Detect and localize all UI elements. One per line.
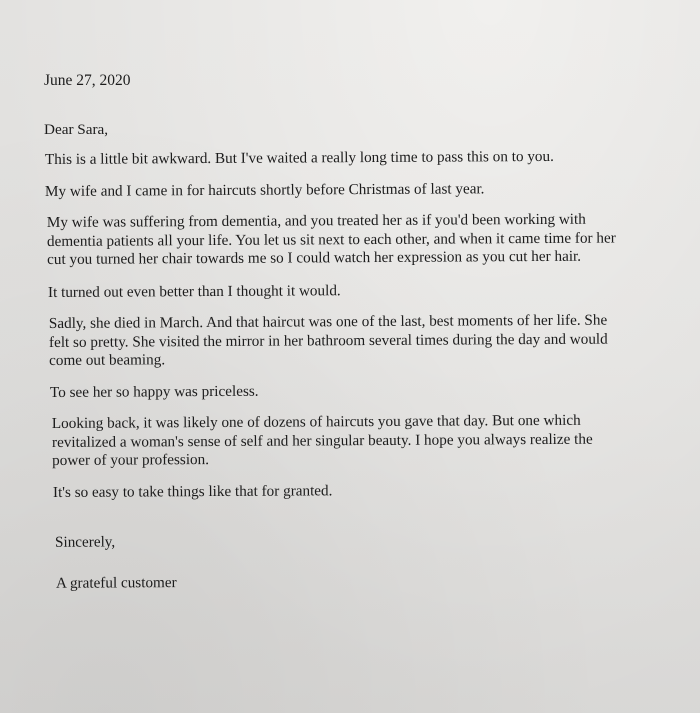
letter-paragraph: My wife and I came in for haircuts shortly before Christmas of last year. <box>44 179 485 200</box>
letter-paragraph: Looking back, it was likely one of dozens of haircuts you gave that day. But one which revitalized a woman's sense of self and her singular beauty. I hope you always realize the power of your profession. <box>51 411 593 469</box>
letter-paragraph: My wife was suffering from dementia, and you treated her as if you'd been working with dementia patients all your life. You let us sit next to each other, and when it came time for her cut you turned her chair towards me so I could watch her expression as you cut her hair. <box>46 210 616 268</box>
letter-body <box>44 72 644 591</box>
letter-paragraph: It's so easy to take things like that for granted. <box>52 481 333 501</box>
letter-paragraph: To see her so happy was priceless. <box>49 382 259 401</box>
letter-signature: A grateful customer <box>55 573 177 592</box>
letter-greeting: Dear Sara, <box>44 120 109 138</box>
letter-closing: Sincerely, <box>54 533 116 551</box>
letter-paragraph: Sadly, she died in March. And that haircut was one of the last, best moments of her life. She felt so pretty. She visited the mirror in her bathroom several times during the day and would come out beaming. <box>48 311 608 369</box>
letter-paragraph: It turned out even better than I thought it would. <box>47 281 341 301</box>
letter-paragraph: This is a little bit awkward. But I've waited a really long time to pass this on to you. <box>44 147 554 168</box>
letter-date: June 27, 2020 <box>44 72 131 89</box>
